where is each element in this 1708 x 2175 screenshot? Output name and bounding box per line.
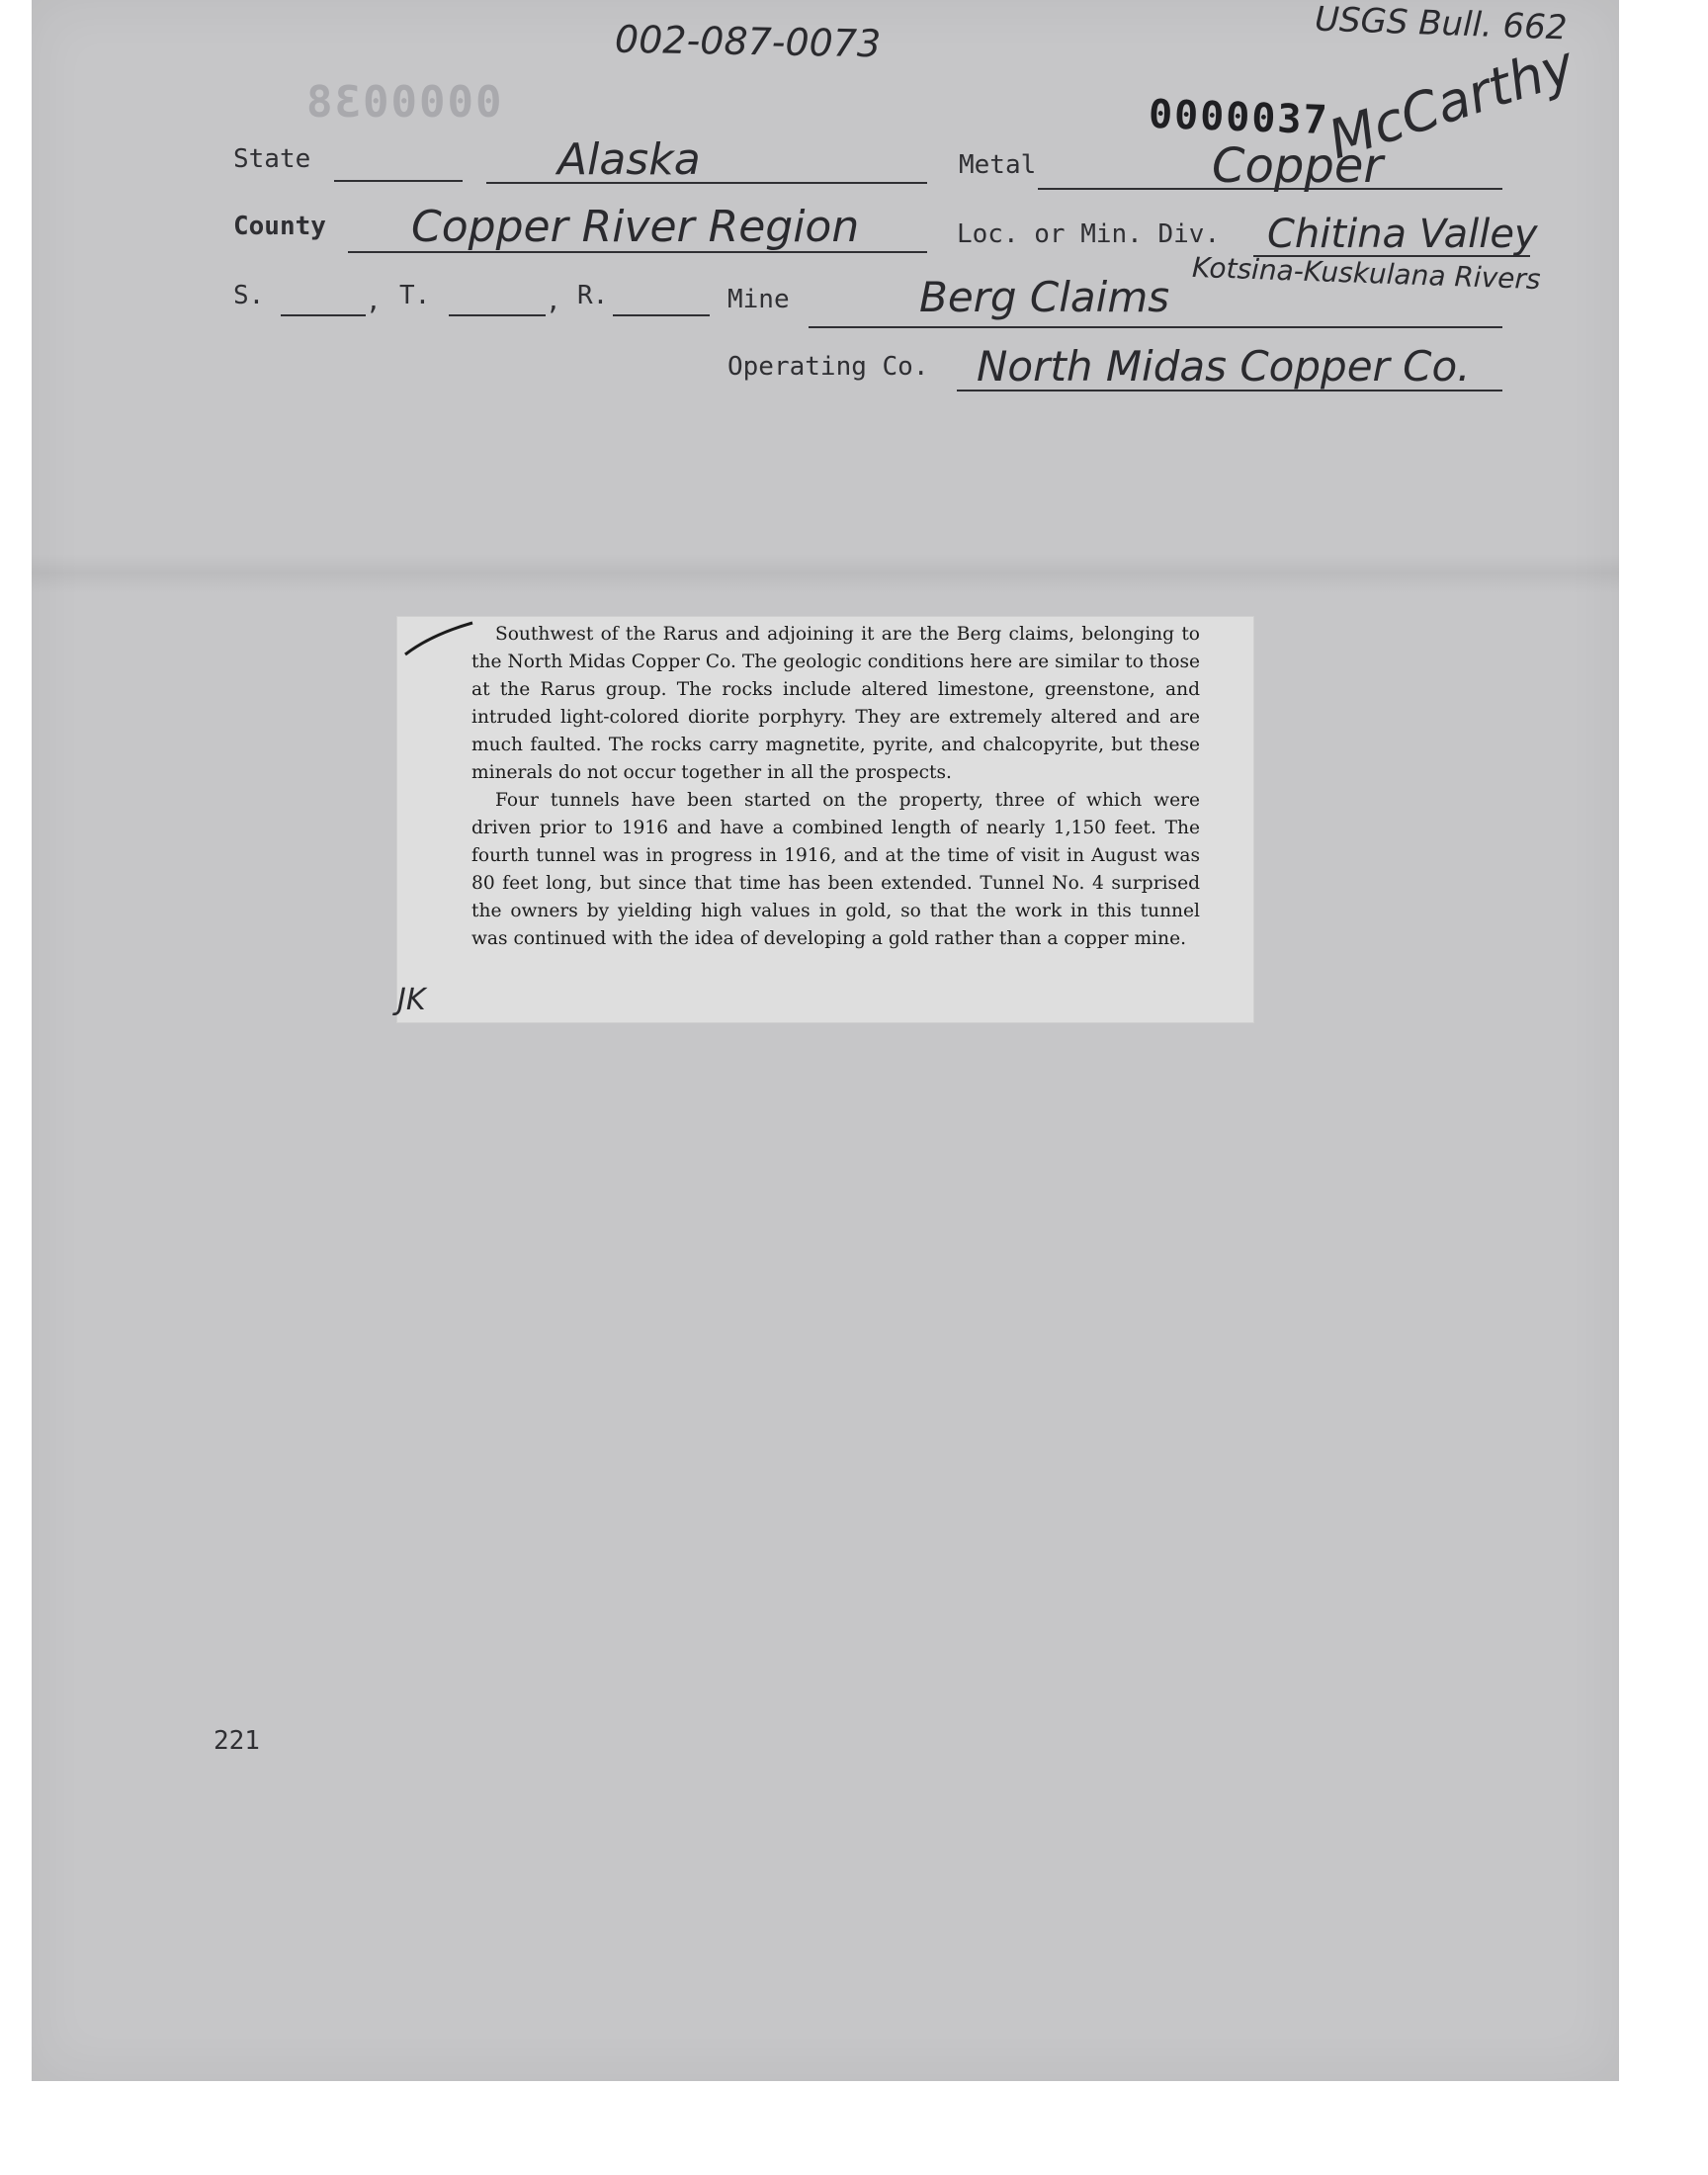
loc-value: Chitina Valley — [1267, 212, 1538, 257]
page-number: 221 — [214, 1726, 260, 1756]
township-line — [449, 314, 546, 316]
state-label: State — [233, 144, 311, 174]
clipping-paragraph-2: Four tunnels have been started on the property, three of which were driven prior to 1916 and have a combined length of nearly 1,150 feet. The fourth tunnel was in progress in 1916, and at the time of visit in August was 80 feet long, but since that time has been extended. Tunnel No. 4 surprised the owners by yielding high values in gold, so that the work in this tunnel was continued with the idea of developing a gold rather than a copper mine. — [471, 790, 1200, 949]
reference-note: USGS Bull. 662 — [1314, 0, 1569, 48]
record-stamp: 0000037 — [1148, 91, 1330, 144]
county-label: County — [233, 212, 326, 241]
comma-2: , — [546, 287, 561, 316]
township-label: T. — [399, 281, 431, 310]
state-value: Alaska — [557, 134, 701, 185]
pasted-clipping — [397, 617, 1253, 1022]
operating-value: North Midas Copper Co. — [977, 342, 1471, 391]
range-line — [613, 314, 710, 316]
metal-label: Metal — [959, 150, 1037, 180]
document-sheet — [32, 0, 1619, 2081]
name-note: McCarthy — [1321, 33, 1582, 172]
loc-note: Kotsina-Kuskulana Rivers — [1191, 250, 1542, 297]
operating-label: Operating Co. — [727, 352, 929, 382]
file-number: 002-087-0073 — [614, 17, 882, 66]
mine-line — [809, 326, 1502, 328]
margin-check-mark — [401, 617, 480, 666]
county-value: Copper River Region — [411, 202, 860, 252]
scan-band — [32, 554, 1619, 593]
metal-value: Copper — [1212, 138, 1384, 194]
faded-stamp: 0000038 — [304, 77, 502, 128]
mine-label: Mine — [727, 285, 790, 314]
comma-1: , — [366, 287, 382, 316]
loc-label: Loc. or Min. Div. — [957, 219, 1221, 249]
state-line — [334, 180, 463, 182]
section-label: S. — [233, 281, 265, 310]
clipping-text — [471, 621, 1200, 953]
range-label: R. — [577, 281, 609, 310]
state-value-line — [486, 182, 927, 184]
clipping-paragraph-1: Southwest of the Rarus and adjoining it are the Berg claims, belonging to the North Midas Copper Co. The geologic conditions here are similar to those at the Rarus group. The rocks include altered limestone, greenstone, and intruded light-colored diorite porphyry. They are extremely altered and are much faulted. The rocks carry magnetite, pyrite, and chalcopyrite, but these minerals do not occur together in all the prospects. — [471, 624, 1200, 783]
mine-value: Berg Claims — [919, 273, 1170, 321]
margin-initials: JK — [397, 983, 426, 1017]
section-line — [281, 314, 366, 316]
